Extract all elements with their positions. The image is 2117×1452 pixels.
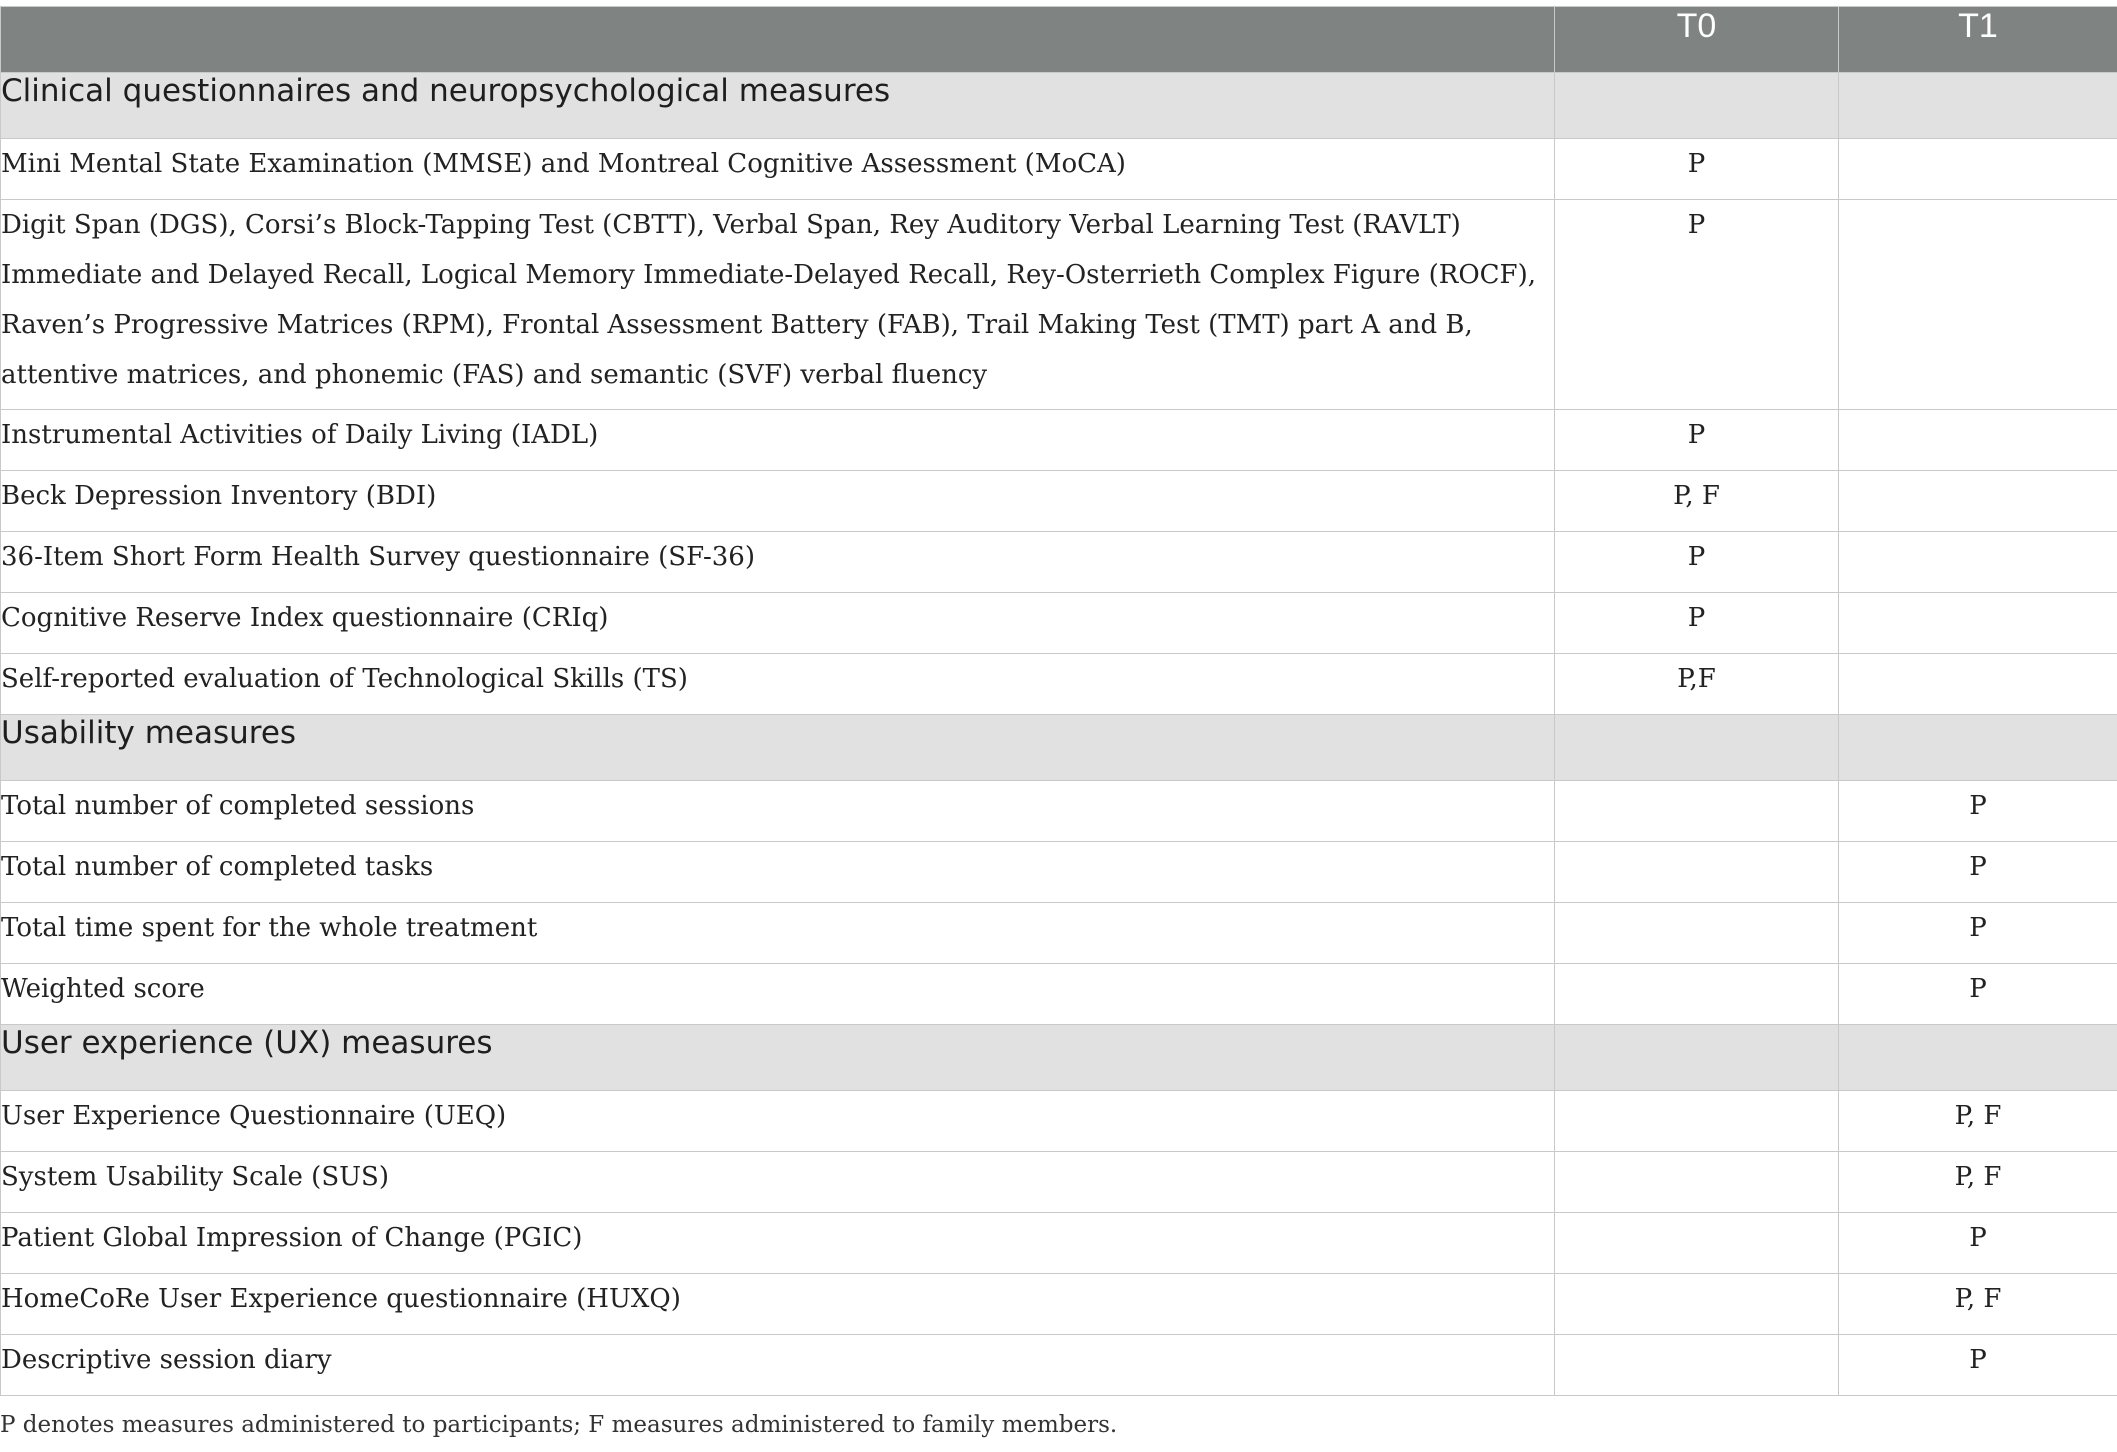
table-row xyxy=(1,593,2117,654)
t1-cell: P xyxy=(1839,842,2117,903)
header-measure xyxy=(1,7,1555,73)
header-t0: T0 xyxy=(1555,7,1839,73)
measure-cell: Self-reported evaluation of Technological Skills (TS) xyxy=(1,654,1555,715)
t0-cell xyxy=(1555,903,1839,964)
t1-cell: P xyxy=(1839,781,2117,842)
t1-cell xyxy=(1839,410,2117,471)
t1-cell xyxy=(1839,654,2117,715)
t1-cell xyxy=(1839,139,2117,200)
t0-cell: P,F xyxy=(1555,654,1839,715)
table-row xyxy=(1,842,2117,903)
measure-cell: Digit Span (DGS), Corsi’s Block-Tapping Test (CBTT), Verbal Span, Rey Auditory Verbal Learning Test (RAVLT) Immediate and Delayed Recall, Logical Memory Immediate-Delayed Recall, Rey-Osterrieth Complex Figure (ROCF), Raven’s Progressive Matrices (RPM), Frontal Assessment Battery (FAB), Trail Making Test (TMT) part A and B, attentive matrices, and phonemic (FAS) and semantic (SVF) verbal fluency xyxy=(1,200,1555,410)
t1-cell xyxy=(1839,593,2117,654)
table-row xyxy=(1,1213,2117,1274)
t1-cell xyxy=(1839,200,2117,410)
t1-cell: P xyxy=(1839,964,2117,1025)
t1-cell: P xyxy=(1839,1213,2117,1274)
section-title: User experience (UX) measures xyxy=(1,1025,1555,1091)
measure-cell: Total number of completed sessions xyxy=(1,781,1555,842)
section-t0-cell xyxy=(1555,715,1839,781)
table-row xyxy=(1,964,2117,1025)
measure-cell: 36-Item Short Form Health Survey questionnaire (SF-36) xyxy=(1,532,1555,593)
table-row xyxy=(1,200,2117,410)
t0-cell xyxy=(1555,1152,1839,1213)
t1-cell: P xyxy=(1839,1335,2117,1396)
section-t1-cell xyxy=(1839,715,2117,781)
t0-cell: P xyxy=(1555,532,1839,593)
measure-cell: Cognitive Reserve Index questionnaire (CRIq) xyxy=(1,593,1555,654)
table-row xyxy=(1,903,2117,964)
measure-cell: Mini Mental State Examination (MMSE) and Montreal Cognitive Assessment (MoCA) xyxy=(1,139,1555,200)
t1-cell xyxy=(1839,532,2117,593)
measure-cell: Weighted score xyxy=(1,964,1555,1025)
section-row xyxy=(1,1025,2117,1091)
measure-cell: Instrumental Activities of Daily Living (IADL) xyxy=(1,410,1555,471)
t1-cell: P, F xyxy=(1839,1152,2117,1213)
section-t0-cell xyxy=(1555,73,1839,139)
measure-cell: Total number of completed tasks xyxy=(1,842,1555,903)
measure-cell: User Experience Questionnaire (UEQ) xyxy=(1,1091,1555,1152)
table-row xyxy=(1,654,2117,715)
table-row xyxy=(1,471,2117,532)
t0-cell xyxy=(1555,1091,1839,1152)
measure-cell: System Usability Scale (SUS) xyxy=(1,1152,1555,1213)
t0-cell: P xyxy=(1555,200,1839,410)
t0-cell xyxy=(1555,1335,1839,1396)
t0-cell xyxy=(1555,964,1839,1025)
t0-cell xyxy=(1555,842,1839,903)
t0-cell xyxy=(1555,1274,1839,1335)
t0-cell xyxy=(1555,781,1839,842)
table-row xyxy=(1,139,2117,200)
table-row xyxy=(1,532,2117,593)
table-row xyxy=(1,1152,2117,1213)
header-t1: T1 xyxy=(1839,7,2117,73)
table-row xyxy=(1,410,2117,471)
section-title: Usability measures xyxy=(1,715,1555,781)
t1-cell: P, F xyxy=(1839,1091,2117,1152)
t0-cell xyxy=(1555,1213,1839,1274)
measures-table xyxy=(0,6,2117,1396)
measure-cell: Total time spent for the whole treatment xyxy=(1,903,1555,964)
table-row xyxy=(1,1335,2117,1396)
t0-cell: P xyxy=(1555,410,1839,471)
table-footnote: P denotes measures administered to participants; F measures administered to family members. xyxy=(0,1412,1118,1438)
section-t0-cell xyxy=(1555,1025,1839,1091)
measure-cell: Patient Global Impression of Change (PGIC) xyxy=(1,1213,1555,1274)
t0-cell: P xyxy=(1555,139,1839,200)
t1-cell xyxy=(1839,471,2117,532)
section-row xyxy=(1,73,2117,139)
measure-cell: Descriptive session diary xyxy=(1,1335,1555,1396)
measure-cell: HomeCoRe User Experience questionnaire (HUXQ) xyxy=(1,1274,1555,1335)
t0-cell: P, F xyxy=(1555,471,1839,532)
section-title: Clinical questionnaires and neuropsychological measures xyxy=(1,73,1555,139)
t1-cell: P xyxy=(1839,903,2117,964)
table-row xyxy=(1,1274,2117,1335)
measure-cell: Beck Depression Inventory (BDI) xyxy=(1,471,1555,532)
t0-cell: P xyxy=(1555,593,1839,654)
section-t1-cell xyxy=(1839,73,2117,139)
t1-cell: P, F xyxy=(1839,1274,2117,1335)
table-row xyxy=(1,781,2117,842)
header-row xyxy=(1,7,2117,73)
section-t1-cell xyxy=(1839,1025,2117,1091)
table-row xyxy=(1,1091,2117,1152)
section-row xyxy=(1,715,2117,781)
